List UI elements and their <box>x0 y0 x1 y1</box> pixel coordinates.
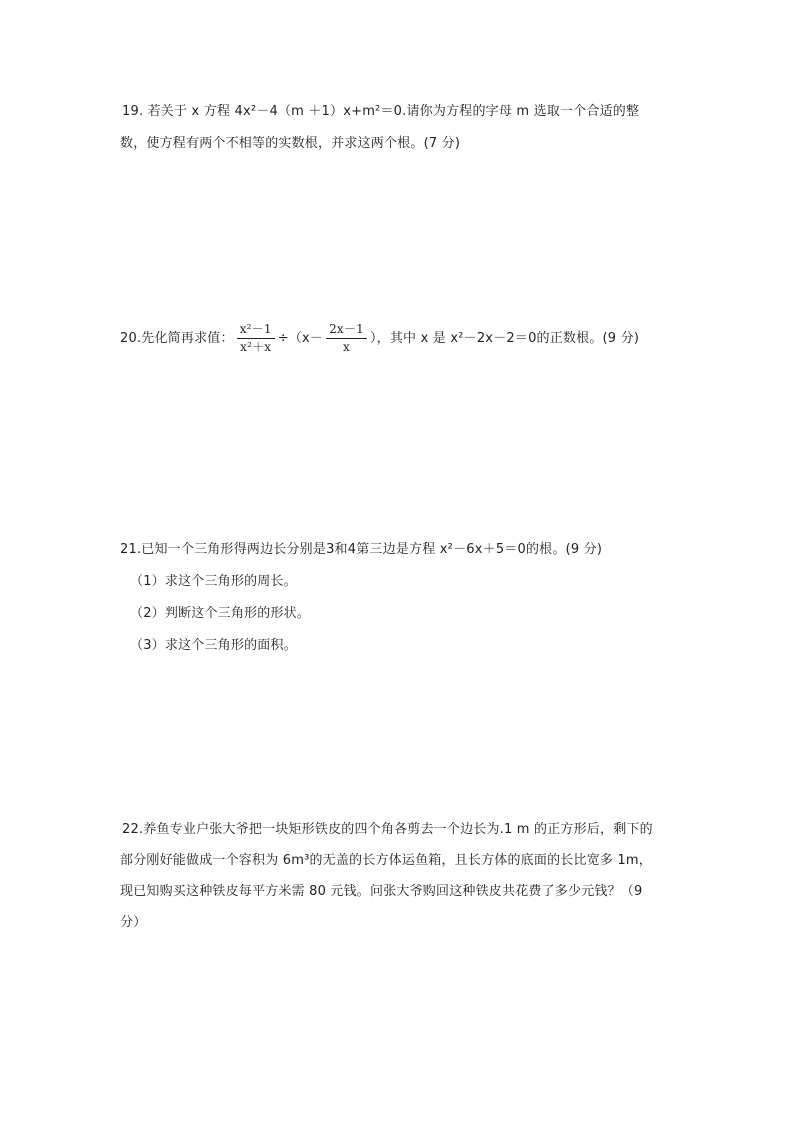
question-22-line-4: 分） <box>120 915 147 930</box>
question-20-prefix: 20.先化简再求值： <box>120 331 234 346</box>
question-20-line <box>120 322 680 355</box>
fraction-1-denominator: x²＋x <box>240 340 272 354</box>
question-22 <box>120 814 680 938</box>
fraction-2-numerator: 2x－1 <box>326 322 367 339</box>
question-21-item-3: （3）求这个三角形的面积。 <box>130 638 297 653</box>
question-19 <box>120 96 680 160</box>
question-22-line-2: 部分刚好能做成一个容积为 6m³的无盖的长方体运鱼箱，且长方体的底面的长比宽多 1m， <box>120 853 652 868</box>
question-22-line-3: 现已知购买这种铁皮每平方米需 80 元钱。问张大爷购回这种铁皮共花费了多少元钱？（9 <box>120 884 643 899</box>
question-20-middle: ÷（x－ <box>277 331 324 346</box>
fraction-2 <box>326 322 367 355</box>
fraction-1 <box>237 322 275 355</box>
question-21 <box>120 534 680 662</box>
question-22-line-1: 22.养鱼专业户张大爷把一块矩形铁皮的四个角各剪去一个边长为.1 m 的正方形后，剩下的 <box>122 822 653 837</box>
question-21-item-2: （2）判断这个三角形的形状。 <box>130 606 311 621</box>
fraction-2-denominator: x <box>343 340 350 354</box>
question-20-suffix: ），其中 x 是 x²－2x－2＝0的正数根。(9 分) <box>369 331 640 346</box>
question-19-line-1: 19. 若关于 x 方程 4x²－4（m ＋1）x+m²＝0.请你为方程的字母 m 选取一个合适的整 <box>122 104 640 119</box>
question-21-title: 21.已知一个三角形得两边长分别是3和4第三边是方程 x²－6x＋5＝0的根。(9 分) <box>120 542 603 557</box>
question-19-line-2: 数，使方程有两个不相等的实数根，并求这两个根。(7 分) <box>120 136 461 151</box>
question-20 <box>120 322 680 355</box>
fraction-1-numerator: x²－1 <box>237 322 275 339</box>
question-21-item-1: （1）求这个三角形的周长。 <box>130 574 297 589</box>
